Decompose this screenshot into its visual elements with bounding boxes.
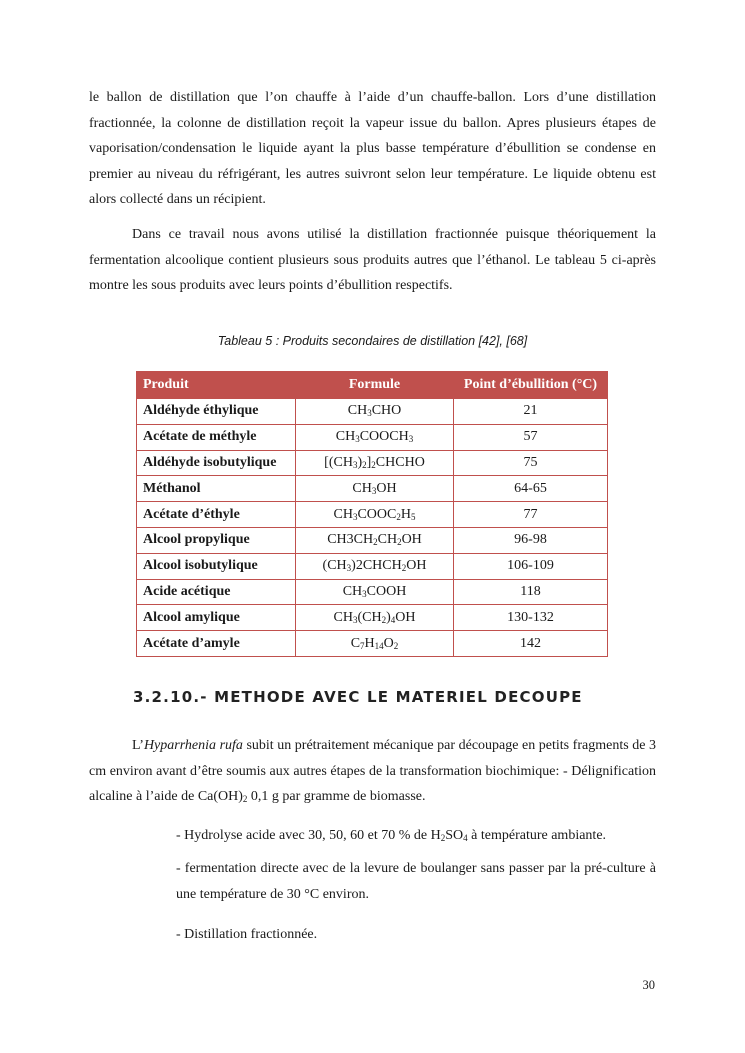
subscript: 2 <box>397 537 402 548</box>
cell-formule <box>296 399 454 425</box>
list-item-distillation <box>176 922 656 948</box>
cell-formule <box>296 527 454 553</box>
table-row <box>137 502 608 528</box>
subscript: 2 <box>393 640 399 651</box>
header-produit: Produit <box>137 372 296 399</box>
cell-formule <box>296 450 454 476</box>
text-run: )2CHCH <box>351 558 402 574</box>
subscript: 3 <box>352 614 358 625</box>
subscript: 3 <box>408 434 414 445</box>
table-row <box>137 424 608 450</box>
text-run: CHO <box>371 403 402 419</box>
text-run: CHCHO <box>375 454 425 470</box>
cell-boiling-point: 21 <box>454 399 608 425</box>
cell-produit: Acétate d’éthyle <box>137 502 296 528</box>
text-run: H <box>364 635 375 651</box>
paragraph-fractional-distillation: Dans ce travail nous avons utilisé la distillation fractionnée puisque théoriquement la fermentation alcoolique contient plusieurs sous produits autres que l’éthanol. Le tableau 5 ci-après montre les sous produits avec leurs points d’ébullition respectifs. <box>89 227 656 294</box>
text-run: [(CH <box>324 454 353 470</box>
table-row <box>137 450 608 476</box>
subscript: 2 <box>373 537 378 548</box>
table-row <box>137 553 608 579</box>
table-row <box>137 579 608 605</box>
subscript: 3 <box>352 459 358 470</box>
text-run: CH <box>342 583 363 599</box>
subscript: 3 <box>371 485 377 496</box>
subscript: 3 <box>362 588 367 599</box>
subscript: 2 <box>381 614 387 625</box>
cell-boiling-point: 96-98 <box>454 527 608 553</box>
text-run: H <box>400 506 411 522</box>
subscript: 4 <box>390 614 396 625</box>
text-run: COOCH <box>359 429 409 445</box>
cell-produit: Méthanol <box>137 476 296 502</box>
text-run: (CH <box>322 558 347 574</box>
header-formule: Formule <box>296 372 454 399</box>
page-number: 30 <box>642 978 655 992</box>
text-run: (CH <box>357 609 382 625</box>
text-run: OH <box>376 480 397 496</box>
cell-formule <box>296 476 454 502</box>
text-run: subit un prétraitement mécanique par découpage en petits fragments de 3 cm environ avant d’être soumis aux autres étapes de la transformation biochimique: - Délignification alcaline à l’aide de Ca(OH) <box>89 738 656 805</box>
subscript: 2 <box>440 833 446 843</box>
text-run: - Distillation fractionnée. <box>176 927 318 942</box>
cell-formule <box>296 553 454 579</box>
table-row <box>137 631 608 657</box>
text-run: ) <box>386 609 391 625</box>
cell-boiling-point: 77 <box>454 502 608 528</box>
text-run: ) <box>357 454 363 470</box>
subscript: 4 <box>463 833 468 843</box>
subscript: 3 <box>352 511 358 522</box>
text-run: C <box>350 635 361 651</box>
table-row <box>137 476 608 502</box>
cell-formule <box>296 631 454 657</box>
cell-boiling-point: 130-132 <box>454 605 608 631</box>
cell-boiling-point: 64-65 <box>454 476 608 502</box>
cell-formule <box>296 605 454 631</box>
cell-produit: Alcool propylique <box>137 527 296 553</box>
subscript: 2 <box>242 794 248 805</box>
cell-produit: Aldéhyde éthylique <box>137 399 296 425</box>
text-run: COOC <box>357 506 397 522</box>
text-run: CH <box>352 480 372 496</box>
list-item-hydrolyse <box>176 823 656 849</box>
list-item-fermentation <box>176 856 656 907</box>
text-run: OH <box>406 558 427 574</box>
subscript: 5 <box>410 511 416 522</box>
cell-formule <box>296 502 454 528</box>
text-run: OH <box>395 609 416 625</box>
cell-formule <box>296 579 454 605</box>
text-run: CH <box>333 506 353 522</box>
cell-produit: Acétate de méthyle <box>137 424 296 450</box>
text-run: CH <box>347 403 368 419</box>
header-boiling-point: Point d’ébullition (°C) <box>454 372 608 399</box>
text-run: CH <box>333 609 353 625</box>
subscript: 2 <box>362 459 367 470</box>
subscript: 14 <box>374 640 384 651</box>
table-header-row <box>137 372 608 399</box>
table-row <box>137 527 608 553</box>
text-run: - Hydrolyse acide avec 30, 50, 60 et 70 % de H <box>176 828 441 843</box>
text-run: CH <box>377 532 398 548</box>
cell-produit: Acide acétique <box>137 579 296 605</box>
text-run: 0,1 g par gramme de biomasse. <box>247 789 426 805</box>
table-row <box>137 605 608 631</box>
section-intro-paragraph <box>89 733 656 810</box>
cell-formule <box>296 424 454 450</box>
subscript: 2 <box>371 459 376 470</box>
subscript: 2 <box>396 511 401 522</box>
subscript: 3 <box>355 434 360 445</box>
cell-boiling-point: 142 <box>454 631 608 657</box>
cell-produit: Alcool isobutylique <box>137 553 296 579</box>
cell-produit: Aldéhyde isobutylique <box>137 450 296 476</box>
text-run: COOH <box>366 583 407 599</box>
table-caption: Tableau 5 : Produits secondaires de distillation [42], [68] <box>217 334 528 348</box>
table-row <box>137 399 608 425</box>
cell-boiling-point: 118 <box>454 579 608 605</box>
text-run: L’ <box>132 738 144 753</box>
cell-boiling-point: 106-109 <box>454 553 608 579</box>
text-run: - fermentation directe avec de la levure de boulanger sans passer par la pré-culture à une température de 30 °C environ. <box>176 861 656 902</box>
cell-produit: Alcool amylique <box>137 605 296 631</box>
subscript: 2 <box>401 563 407 574</box>
italic-species-name: Hyparrhenia rufa <box>143 738 243 753</box>
cell-boiling-point: 57 <box>454 424 608 450</box>
cell-boiling-point: 75 <box>454 450 608 476</box>
text-run: OH <box>401 532 422 548</box>
cell-produit: Acétate d’amyle <box>137 631 296 657</box>
text-run: O <box>383 635 394 651</box>
section-heading: 3.2.10.- METHODE AVEC LE MATERIEL DECOUPE <box>133 688 583 706</box>
paragraph-distillation-description: le ballon de distillation que l’on chauffe à l’aide d’un chauffe-ballon. Lors d’une distillation fractionnée, la colonne de distillation reçoit la vapeur issue du ballon. Apres plusieurs étapes de vaporisation/condensation le liquide ayant la plus basse température d’ébullition se condense en premier au niveau du réfrigérant, les autres suivront selon leur température. Le liquide obtenu est alors collecté dans un récipient. <box>89 90 656 208</box>
text-run: SO <box>445 828 464 843</box>
text-run: CH <box>335 429 356 445</box>
text-run: ] <box>366 454 372 470</box>
text-run: à température ambiante. <box>467 828 607 843</box>
text-run: CH3CH <box>327 532 374 548</box>
byproducts-table <box>136 371 608 657</box>
subscript: 3 <box>367 408 372 419</box>
subscript: 7 <box>360 640 365 651</box>
subscript: 3 <box>346 563 352 574</box>
